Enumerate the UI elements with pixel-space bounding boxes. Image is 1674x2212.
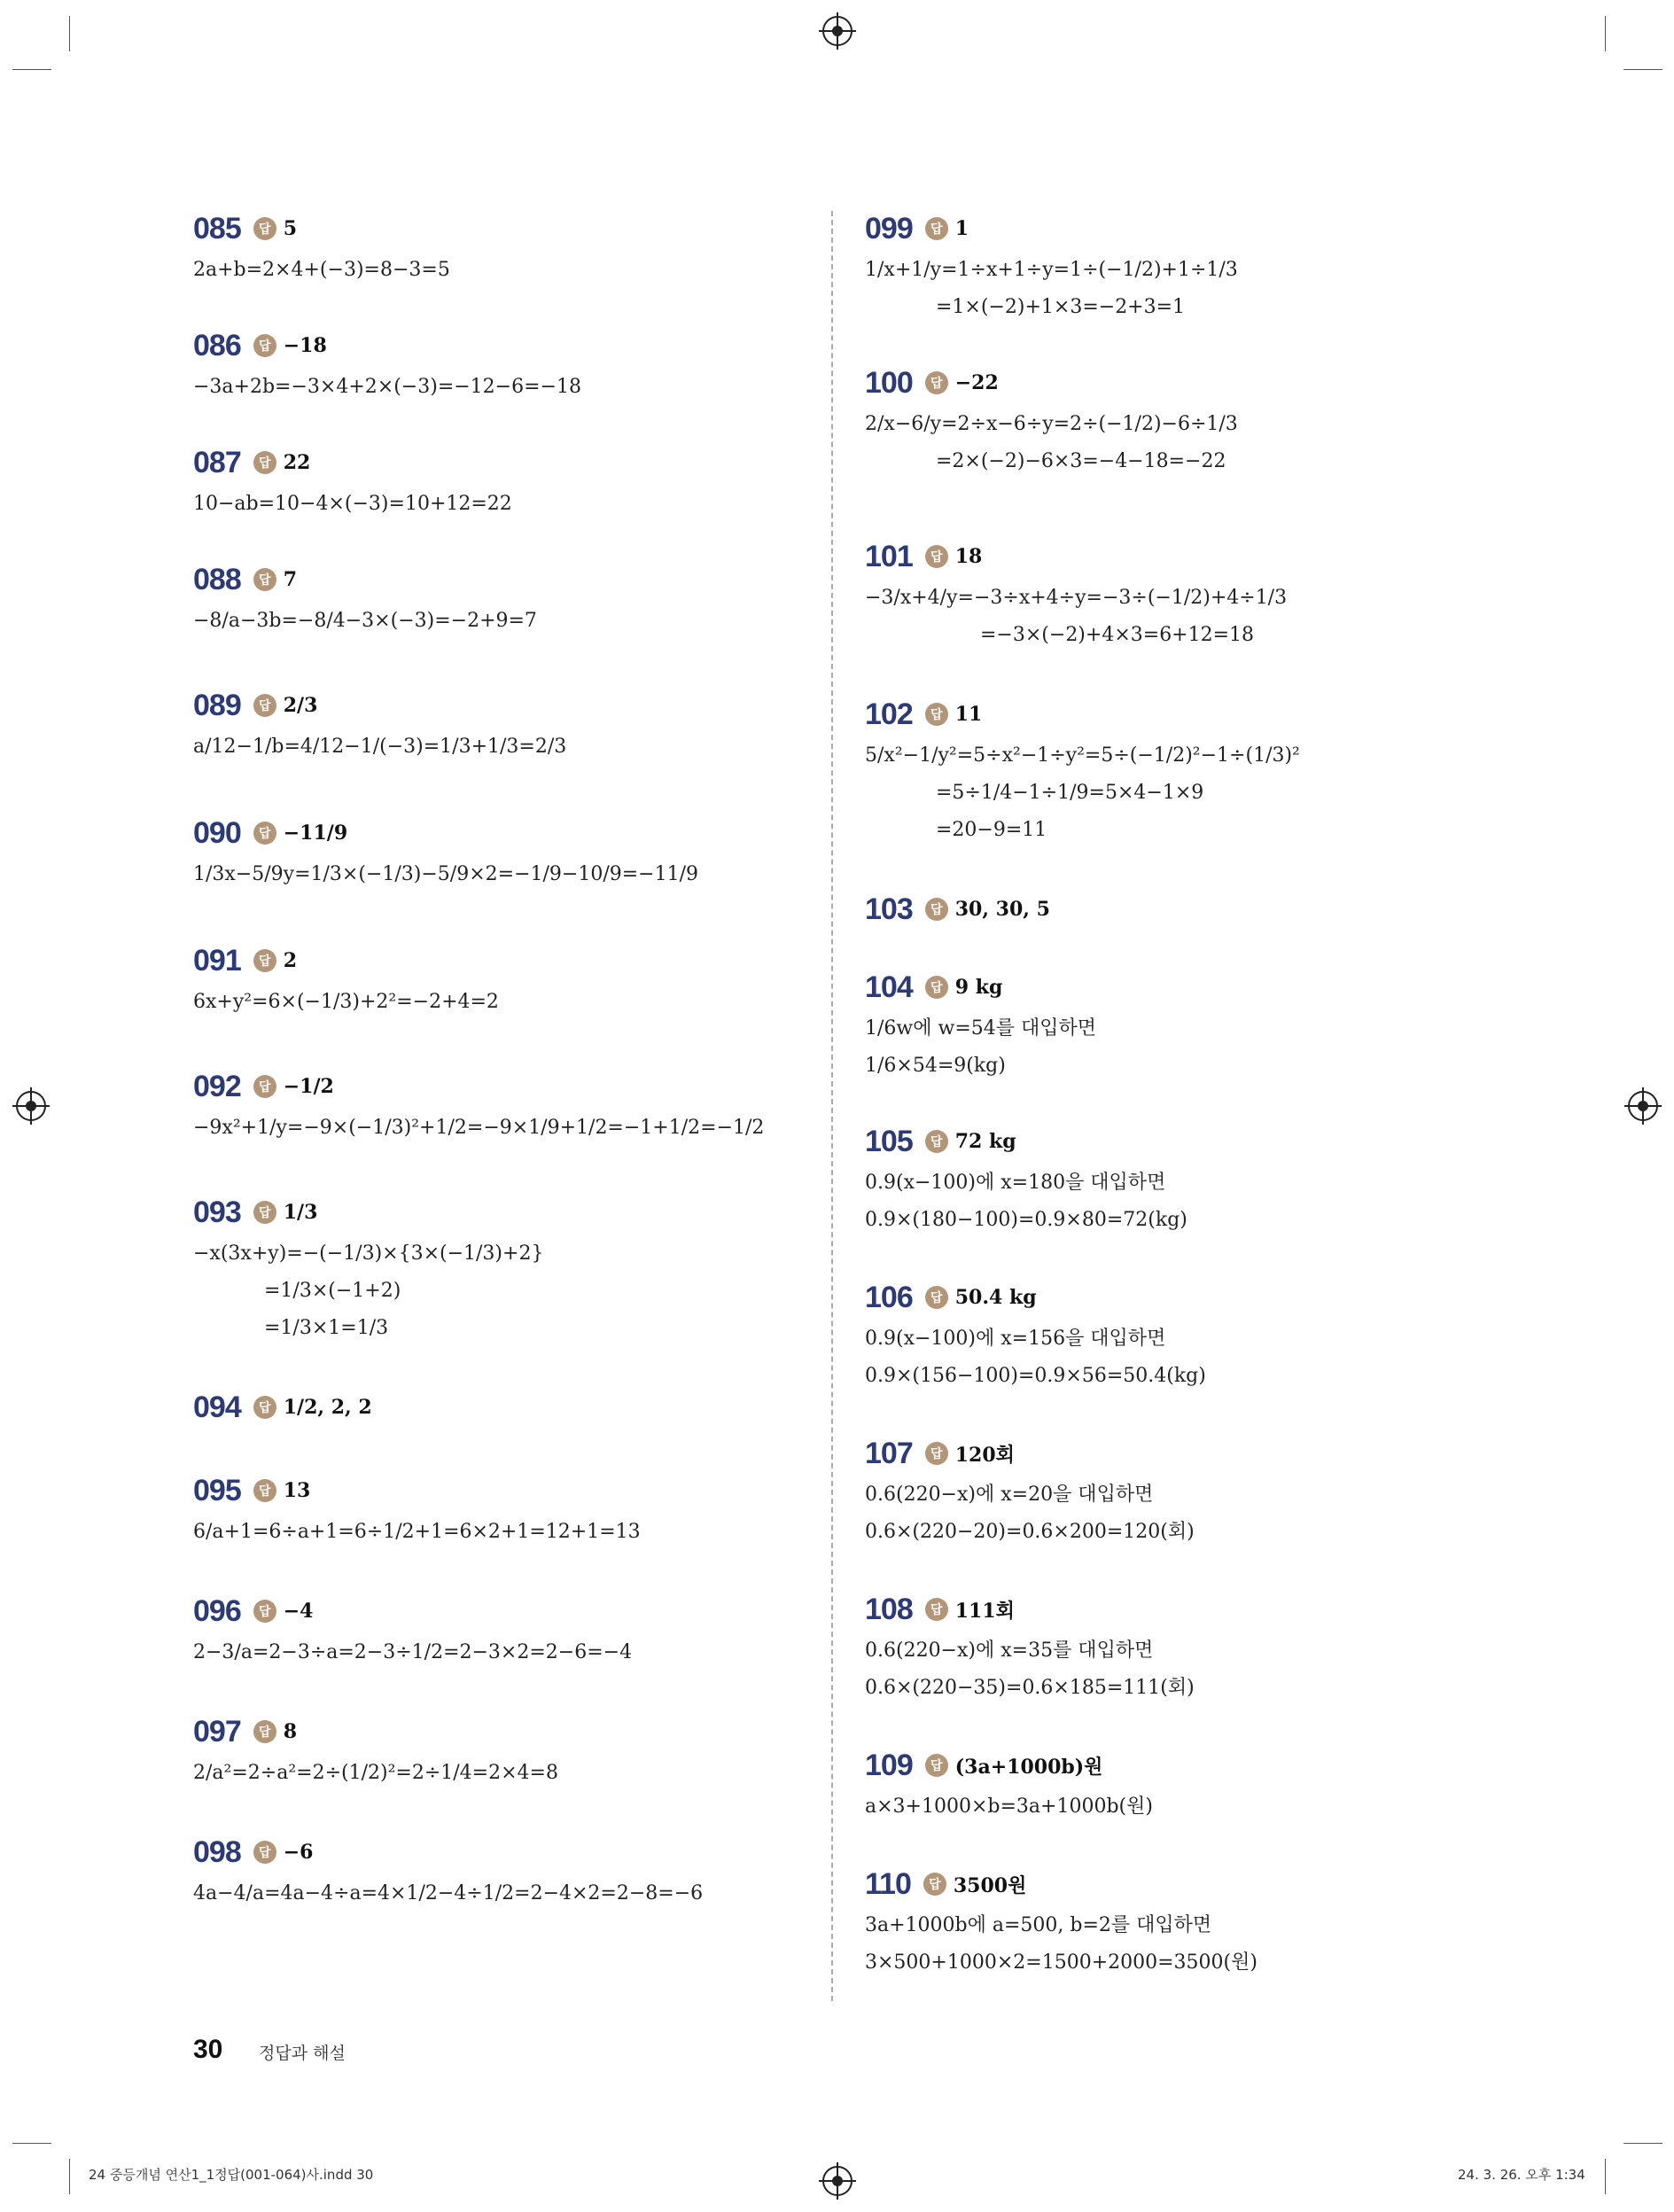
answer-value: 13 — [283, 1479, 311, 1502]
solution-line: =2×(−2)−6×3=−4−18=−22 — [936, 450, 1226, 472]
problem-header — [865, 1861, 1485, 1907]
answer-value: 18 — [954, 545, 983, 568]
problem-087 — [193, 440, 805, 523]
problem-101 — [865, 534, 1485, 654]
answer-value: 2 — [283, 949, 298, 972]
problem-098 — [193, 1829, 805, 1912]
solution-line: −3/x+4/y=−3÷x+4÷y=−3÷(−1/2)+4÷1/3 — [865, 587, 1288, 609]
problem-105 — [865, 1118, 1485, 1239]
answer-badge-icon: 답 — [253, 1841, 276, 1864]
problem-number: 089 — [193, 688, 241, 722]
crop-mark — [12, 69, 51, 70]
answer-value: 120회 — [954, 1443, 1015, 1467]
problem-number: 085 — [193, 211, 241, 245]
answer-badge-icon: 답 — [253, 334, 276, 357]
problem-number: 100 — [865, 365, 913, 400]
problem-header — [193, 440, 805, 486]
problem-header — [865, 534, 1485, 580]
problem-header — [193, 1468, 805, 1514]
answer-badge-icon: 답 — [253, 568, 276, 591]
solution-line: −x(3x+y)=−(−1/3)×{3×(−1/3)+2} — [193, 1242, 544, 1265]
problem-110 — [865, 1861, 1485, 1982]
solution-line: 10−ab=10−4×(−3)=10+12=22 — [193, 493, 512, 515]
answer-value: 2/3 — [283, 694, 318, 717]
answer-value: 50.4 kg — [954, 1286, 1037, 1309]
problem-number: 106 — [865, 1280, 913, 1314]
problem-header — [865, 1118, 1485, 1164]
problem-number: 092 — [193, 1069, 241, 1103]
problem-099 — [865, 206, 1485, 326]
problem-number: 093 — [193, 1195, 241, 1229]
footer-title: 정답과 해설 — [259, 2044, 346, 2063]
answer-badge-icon: 답 — [925, 1286, 948, 1309]
problem-header — [193, 938, 805, 984]
solution-line: 2a+b=2×4+(−3)=8−3=5 — [193, 259, 450, 281]
answer-value: 1 — [954, 217, 969, 240]
problem-088 — [193, 557, 805, 640]
answer-badge-icon: 답 — [925, 703, 948, 726]
solution-line: =1/3×1=1/3 — [264, 1317, 389, 1339]
problem-092 — [193, 1063, 805, 1147]
solution-line: =5÷1/4−1÷1/9=5×4−1×9 — [936, 782, 1204, 804]
solution-line: a×3+1000×b=3a+1000b(원) — [865, 1795, 1153, 1818]
solution-line: 0.9(x−100)에 x=180을 대입하면 — [865, 1172, 1166, 1194]
solution-line: −8/a−3b=−8/4−3×(−3)=−2+9=7 — [193, 610, 537, 632]
answer-badge-icon: 답 — [923, 1873, 946, 1896]
problem-number: 098 — [193, 1834, 241, 1869]
solution-line: 1/x+1/y=1÷x+1÷y=1÷(−1/2)+1÷1/3 — [865, 259, 1238, 281]
answer-badge-icon: 답 — [253, 1396, 276, 1419]
solution-line: 0.9(x−100)에 x=156을 대입하면 — [865, 1328, 1166, 1350]
answer-badge-icon: 답 — [253, 822, 276, 845]
problem-109 — [865, 1742, 1485, 1826]
problem-number: 104 — [865, 970, 913, 1004]
solution-line: −9x²+1/y=−9×(−1/3)²+1/2=−9×1/9+1/2=−1+1/2=−1/2 — [193, 1117, 765, 1139]
problem-header — [865, 886, 1485, 932]
problem-header — [865, 691, 1485, 737]
problem-104 — [865, 964, 1485, 1085]
page-number: 30 — [193, 2035, 223, 2064]
solution-line: 0.9×(156−100)=0.9×56=50.4(kg) — [865, 1365, 1206, 1387]
left-column — [193, 206, 805, 1953]
registration-mark-icon — [16, 1091, 46, 1121]
problem-107 — [865, 1430, 1485, 1551]
solution-line: 4a−4/a=4a−4÷a=4×1/2−4÷1/2=2−4×2=2−8=−6 — [193, 1882, 704, 1904]
problem-number: 102 — [865, 697, 913, 731]
answer-value: −6 — [283, 1841, 314, 1864]
problem-header — [193, 323, 805, 369]
problem-number: 110 — [865, 1866, 911, 1901]
crop-mark — [12, 2143, 51, 2144]
problem-number: 097 — [193, 1714, 241, 1749]
answer-value: 111회 — [954, 1599, 1015, 1623]
problem-096 — [193, 1588, 805, 1671]
problem-number: 088 — [193, 562, 241, 596]
answer-badge-icon: 답 — [253, 1201, 276, 1224]
solution-line: 1/6×54=9(kg) — [865, 1055, 1006, 1077]
solution-line: 5/x²−1/y²=5÷x²−1÷y²=5÷(−1/2)²−1÷(1/3)² — [865, 744, 1300, 767]
problem-094 — [193, 1384, 805, 1430]
answer-value: 8 — [283, 1720, 298, 1743]
solution-line: =1/3×(−1+2) — [264, 1280, 401, 1302]
problem-number: 087 — [193, 445, 241, 479]
answer-badge-icon: 답 — [253, 1075, 276, 1098]
problem-header — [193, 1709, 805, 1755]
problem-085 — [193, 206, 805, 289]
problem-header — [193, 1063, 805, 1110]
crop-mark — [1623, 69, 1662, 70]
answer-badge-icon: 답 — [253, 1479, 276, 1502]
problem-090 — [193, 810, 805, 893]
solution-line: 3×500+1000×2=1500+2000=3500(원) — [865, 1951, 1257, 1974]
problem-086 — [193, 323, 805, 406]
problem-header — [193, 682, 805, 728]
solution-line: 6x+y²=6×(−1/3)+2²=−2+4=2 — [193, 991, 499, 1013]
solution-line: −3a+2b=−3×4+2×(−3)=−12−6=−18 — [193, 376, 581, 398]
crop-mark — [69, 2159, 70, 2194]
answer-badge-icon: 답 — [253, 1720, 276, 1743]
solution-line: 0.9×(180−100)=0.9×80=72(kg) — [865, 1209, 1187, 1231]
answer-value: 3500원 — [953, 1873, 1027, 1897]
crop-mark — [1605, 16, 1606, 51]
problem-091 — [193, 938, 805, 1021]
right-column — [865, 206, 1485, 2022]
solution-line: 2/x−6/y=2÷x−6÷y=2÷(−1/2)−6÷1/3 — [865, 413, 1238, 435]
answer-value: −1/2 — [283, 1075, 334, 1098]
answer-badge-icon: 답 — [925, 1442, 948, 1465]
solution-line: =−3×(−2)+4×3=6+12=18 — [980, 624, 1255, 646]
registration-mark-icon — [1628, 1091, 1658, 1121]
answer-badge-icon: 답 — [253, 949, 276, 972]
problem-093 — [193, 1189, 805, 1347]
answer-badge-icon: 답 — [925, 898, 948, 921]
problem-number: 108 — [865, 1592, 913, 1626]
crop-mark — [1605, 2159, 1606, 2194]
problem-header — [193, 810, 805, 856]
answer-value: 30, 30, 5 — [954, 898, 1050, 921]
solution-line: 3a+1000b에 a=500, b=2를 대입하면 — [865, 1914, 1212, 1936]
answer-badge-icon: 답 — [925, 1130, 948, 1153]
problem-header — [865, 1742, 1485, 1788]
problem-number: 091 — [193, 943, 241, 977]
answer-value: 1/3 — [283, 1201, 318, 1224]
answer-value: 1/2, 2, 2 — [283, 1396, 372, 1419]
answer-badge-icon: 답 — [253, 217, 276, 240]
solution-line: =1×(−2)+1×3=−2+3=1 — [936, 296, 1186, 318]
solution-line: a/12−1/b=4/12−1/(−3)=1/3+1/3=2/3 — [193, 736, 567, 758]
answer-value: 5 — [283, 217, 298, 240]
problem-header — [193, 557, 805, 603]
answer-badge-icon: 답 — [925, 1754, 948, 1777]
answer-value: −22 — [954, 371, 999, 394]
problem-header — [865, 1274, 1485, 1320]
problem-number: 094 — [193, 1390, 241, 1424]
problem-100 — [865, 360, 1485, 480]
solution-line: 1/6w에 w=54를 대입하면 — [865, 1017, 1096, 1040]
problem-header — [193, 1829, 805, 1875]
slug-filename: 24 중등개념 연산1_1정답(001-064)사.indd 30 — [89, 2167, 374, 2183]
answer-value: −18 — [283, 334, 327, 357]
registration-mark-icon — [822, 2166, 853, 2196]
solution-line: =20−9=11 — [936, 819, 1047, 841]
registration-mark-icon — [822, 16, 853, 46]
solution-line: 0.6×(220−20)=0.6×200=120(회) — [865, 1521, 1195, 1543]
problem-089 — [193, 682, 805, 766]
answer-badge-icon: 답 — [925, 976, 948, 999]
answer-value: (3a+1000b)원 — [954, 1755, 1103, 1779]
problem-header — [193, 1384, 805, 1430]
problem-095 — [193, 1468, 805, 1551]
problem-header — [193, 1588, 805, 1634]
slug-date: 24. 3. 26. 오후 1:34 — [1458, 2167, 1585, 2183]
solution-line: 2/a²=2÷a²=2÷(1/2)²=2÷1/4=2×4=8 — [193, 1762, 558, 1784]
problem-header — [865, 360, 1485, 406]
problem-number: 090 — [193, 815, 241, 850]
problem-header — [865, 1430, 1485, 1476]
solution-line: 6/a+1=6÷a+1=6÷1/2+1=6×2+1=12+1=13 — [193, 1521, 641, 1543]
answer-badge-icon: 답 — [253, 694, 276, 717]
solution-line: 0.6(220−x)에 x=20을 대입하면 — [865, 1484, 1154, 1506]
solution-line: 2−3/a=2−3÷a=2−3÷1/2=2−3×2=2−6=−4 — [193, 1641, 633, 1663]
problem-103 — [865, 886, 1485, 932]
problem-number: 109 — [865, 1748, 913, 1782]
problem-number: 095 — [193, 1473, 241, 1507]
problem-header — [865, 1586, 1485, 1632]
problem-number: 101 — [865, 539, 913, 573]
answer-value: −4 — [283, 1600, 314, 1623]
problem-number: 096 — [193, 1593, 241, 1628]
problem-102 — [865, 691, 1485, 849]
answer-value: 22 — [283, 451, 311, 474]
crop-mark — [69, 16, 70, 51]
problem-number: 086 — [193, 328, 241, 362]
solution-line: 0.6(220−x)에 x=35를 대입하면 — [865, 1640, 1154, 1662]
solution-line: 1/3x−5/9y=1/3×(−1/3)−5/9×2=−1/9−10/9=−11/9 — [193, 863, 699, 885]
answer-badge-icon: 답 — [925, 217, 948, 240]
problem-number: 105 — [865, 1124, 913, 1158]
problem-header — [193, 1189, 805, 1235]
problem-097 — [193, 1709, 805, 1792]
problem-number: 103 — [865, 892, 913, 926]
answer-value: 9 kg — [954, 976, 1003, 999]
problem-number: 099 — [865, 211, 913, 245]
problem-header — [193, 206, 805, 252]
answer-value: 11 — [954, 703, 983, 726]
answer-badge-icon: 답 — [925, 545, 948, 568]
solution-line: 0.6×(220−35)=0.6×185=111(회) — [865, 1677, 1195, 1699]
problem-number: 107 — [865, 1436, 913, 1470]
answer-badge-icon: 답 — [253, 451, 276, 474]
answer-badge-icon: 답 — [925, 371, 948, 394]
answer-badge-icon: 답 — [925, 1598, 948, 1621]
answer-badge-icon: 답 — [253, 1600, 276, 1623]
column-divider — [831, 211, 833, 2001]
answer-value: 7 — [283, 568, 298, 591]
problem-header — [865, 206, 1485, 252]
problem-108 — [865, 1586, 1485, 1707]
problem-106 — [865, 1274, 1485, 1395]
answer-value: 72 kg — [954, 1130, 1016, 1153]
problem-header — [865, 964, 1485, 1010]
crop-mark — [1623, 2143, 1662, 2144]
answer-value: −11/9 — [283, 822, 348, 845]
